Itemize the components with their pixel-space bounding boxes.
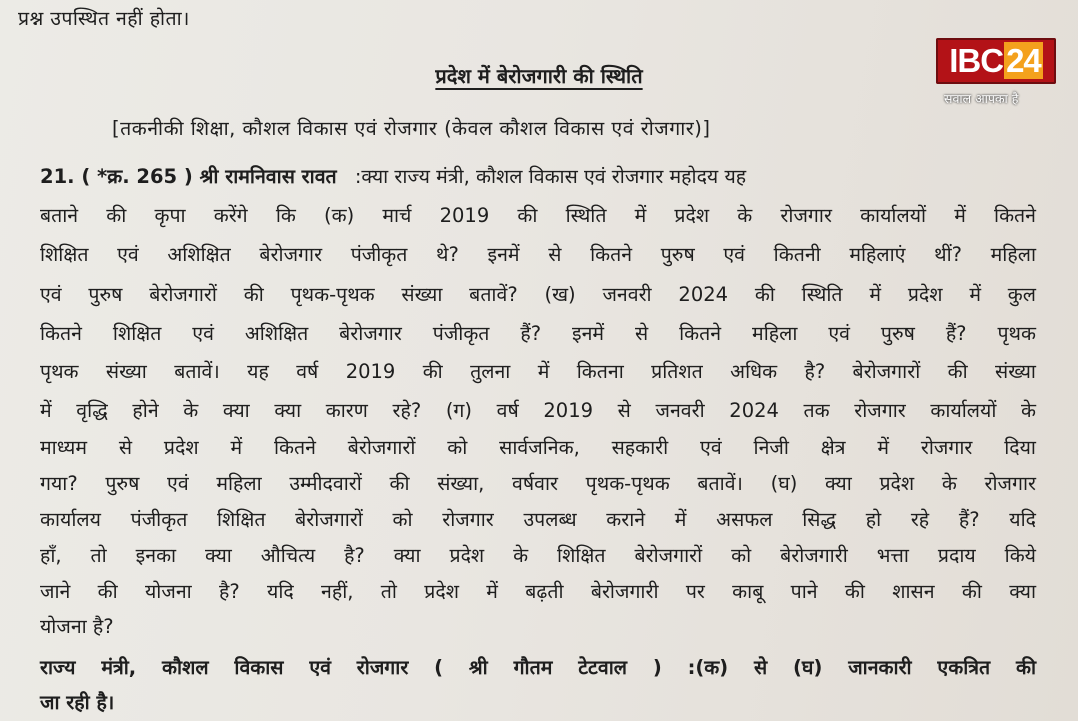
- question-number: 21. ( *क्र. 265 ) श्री रामनिवास रावत: [40, 165, 337, 188]
- logo-tagline: सवाल आपका है: [944, 91, 1019, 106]
- question-text-line: :क्या राज्य मंत्री, कौशल विकास एवं रोजगार महोदय यह: [354, 165, 747, 188]
- logo-number: 24: [1006, 42, 1041, 79]
- question-text-line: एवं पुरुष बेरोजगारों की पृथक-पृथक संख्या बतावें? (ख) जनवरी 2024 की स्थिति में प्रदेश में कुल: [40, 283, 1036, 306]
- question-first-line: [40, 162, 746, 189]
- question-text-line: गया? पुरुष एवं महिला उम्मीदवारों की संख्या, वर्षवार पृथक-पृथक बतावें। (घ) क्या प्रदेश के रोजगार: [40, 472, 1036, 495]
- question-text-line: पृथक संख्या बतावें। यह वर्ष 2019 की तुलना में कितना प्रतिशत अधिक है? बेरोजगारों की संख्या: [40, 360, 1036, 383]
- question-text-line: में वृद्धि होने के क्या क्या कारण रहे? (ग) वर्ष 2019 से जनवरी 2024 तक रोजगार कार्यालयों के: [40, 399, 1036, 422]
- section-heading: प्रदेश में बेरोजगारी की स्थिति: [435, 64, 643, 88]
- question-text-line: शिक्षित एवं अशिक्षित बेरोजगार पंजीकृत थे? इनमें से कितने पुरुष एवं कितनी महिलाएं थीं? महिला: [40, 243, 1036, 266]
- question-text-line: जाने की योजना है? यदि नहीं, तो प्रदेश में बढ़ती बेरोजगारी पर काबू पाने की शासन की क्या: [40, 580, 1036, 603]
- previous-answer-line: प्रश्न उपस्थित नहीं होता।: [18, 7, 190, 30]
- question-text-line: कार्यालय पंजीकृत शिक्षित बेरोजगारों को रोजगार उपलब्ध कराने में असफल सिद्ध हो रहे हैं? यदि: [40, 508, 1036, 531]
- question-text-line: हाँ, तो इनका क्या औचित्य है? क्या प्रदेश के शिक्षित बेरोजगारों को बेरोजगारी भत्ता प्रदाय किये: [40, 544, 1036, 567]
- answer-line: राज्य मंत्री, कौशल विकास एवं रोजगार ( श्री गौतम टेटवाल ) :(क) से (घ) जानकारी एकत्रित की: [40, 656, 1036, 679]
- question-text-line: योजना है?: [40, 615, 114, 638]
- department-subheading: [तकनीकी शिक्षा, कौशल विकास एवं रोजगार (केवल कौशल विकास एवं रोजगार)]: [112, 117, 711, 140]
- logo-wordmark: [936, 42, 1056, 80]
- question-text-line: बताने की कृपा करेंगे कि (क) मार्च 2019 की स्थिति में प्रदेश के रोजगार कार्यालयों में कितने: [40, 204, 1036, 227]
- question-text-line: कितने शिक्षित एवं अशिक्षित बेरोजगार पंजीकृत हैं? इनमें से कितने महिला एवं पुरुष हैं? पृथक: [40, 322, 1036, 345]
- question-text-line: माध्यम से प्रदेश में कितने बेरोजगारों को सार्वजनिक, सहकारी एवं निजी क्षेत्र में रोजगार दिया: [40, 436, 1036, 459]
- ibc24-logo: [936, 38, 1056, 84]
- answer-line: जा रही है।: [40, 691, 115, 714]
- logo-brand: IBC: [949, 42, 1004, 79]
